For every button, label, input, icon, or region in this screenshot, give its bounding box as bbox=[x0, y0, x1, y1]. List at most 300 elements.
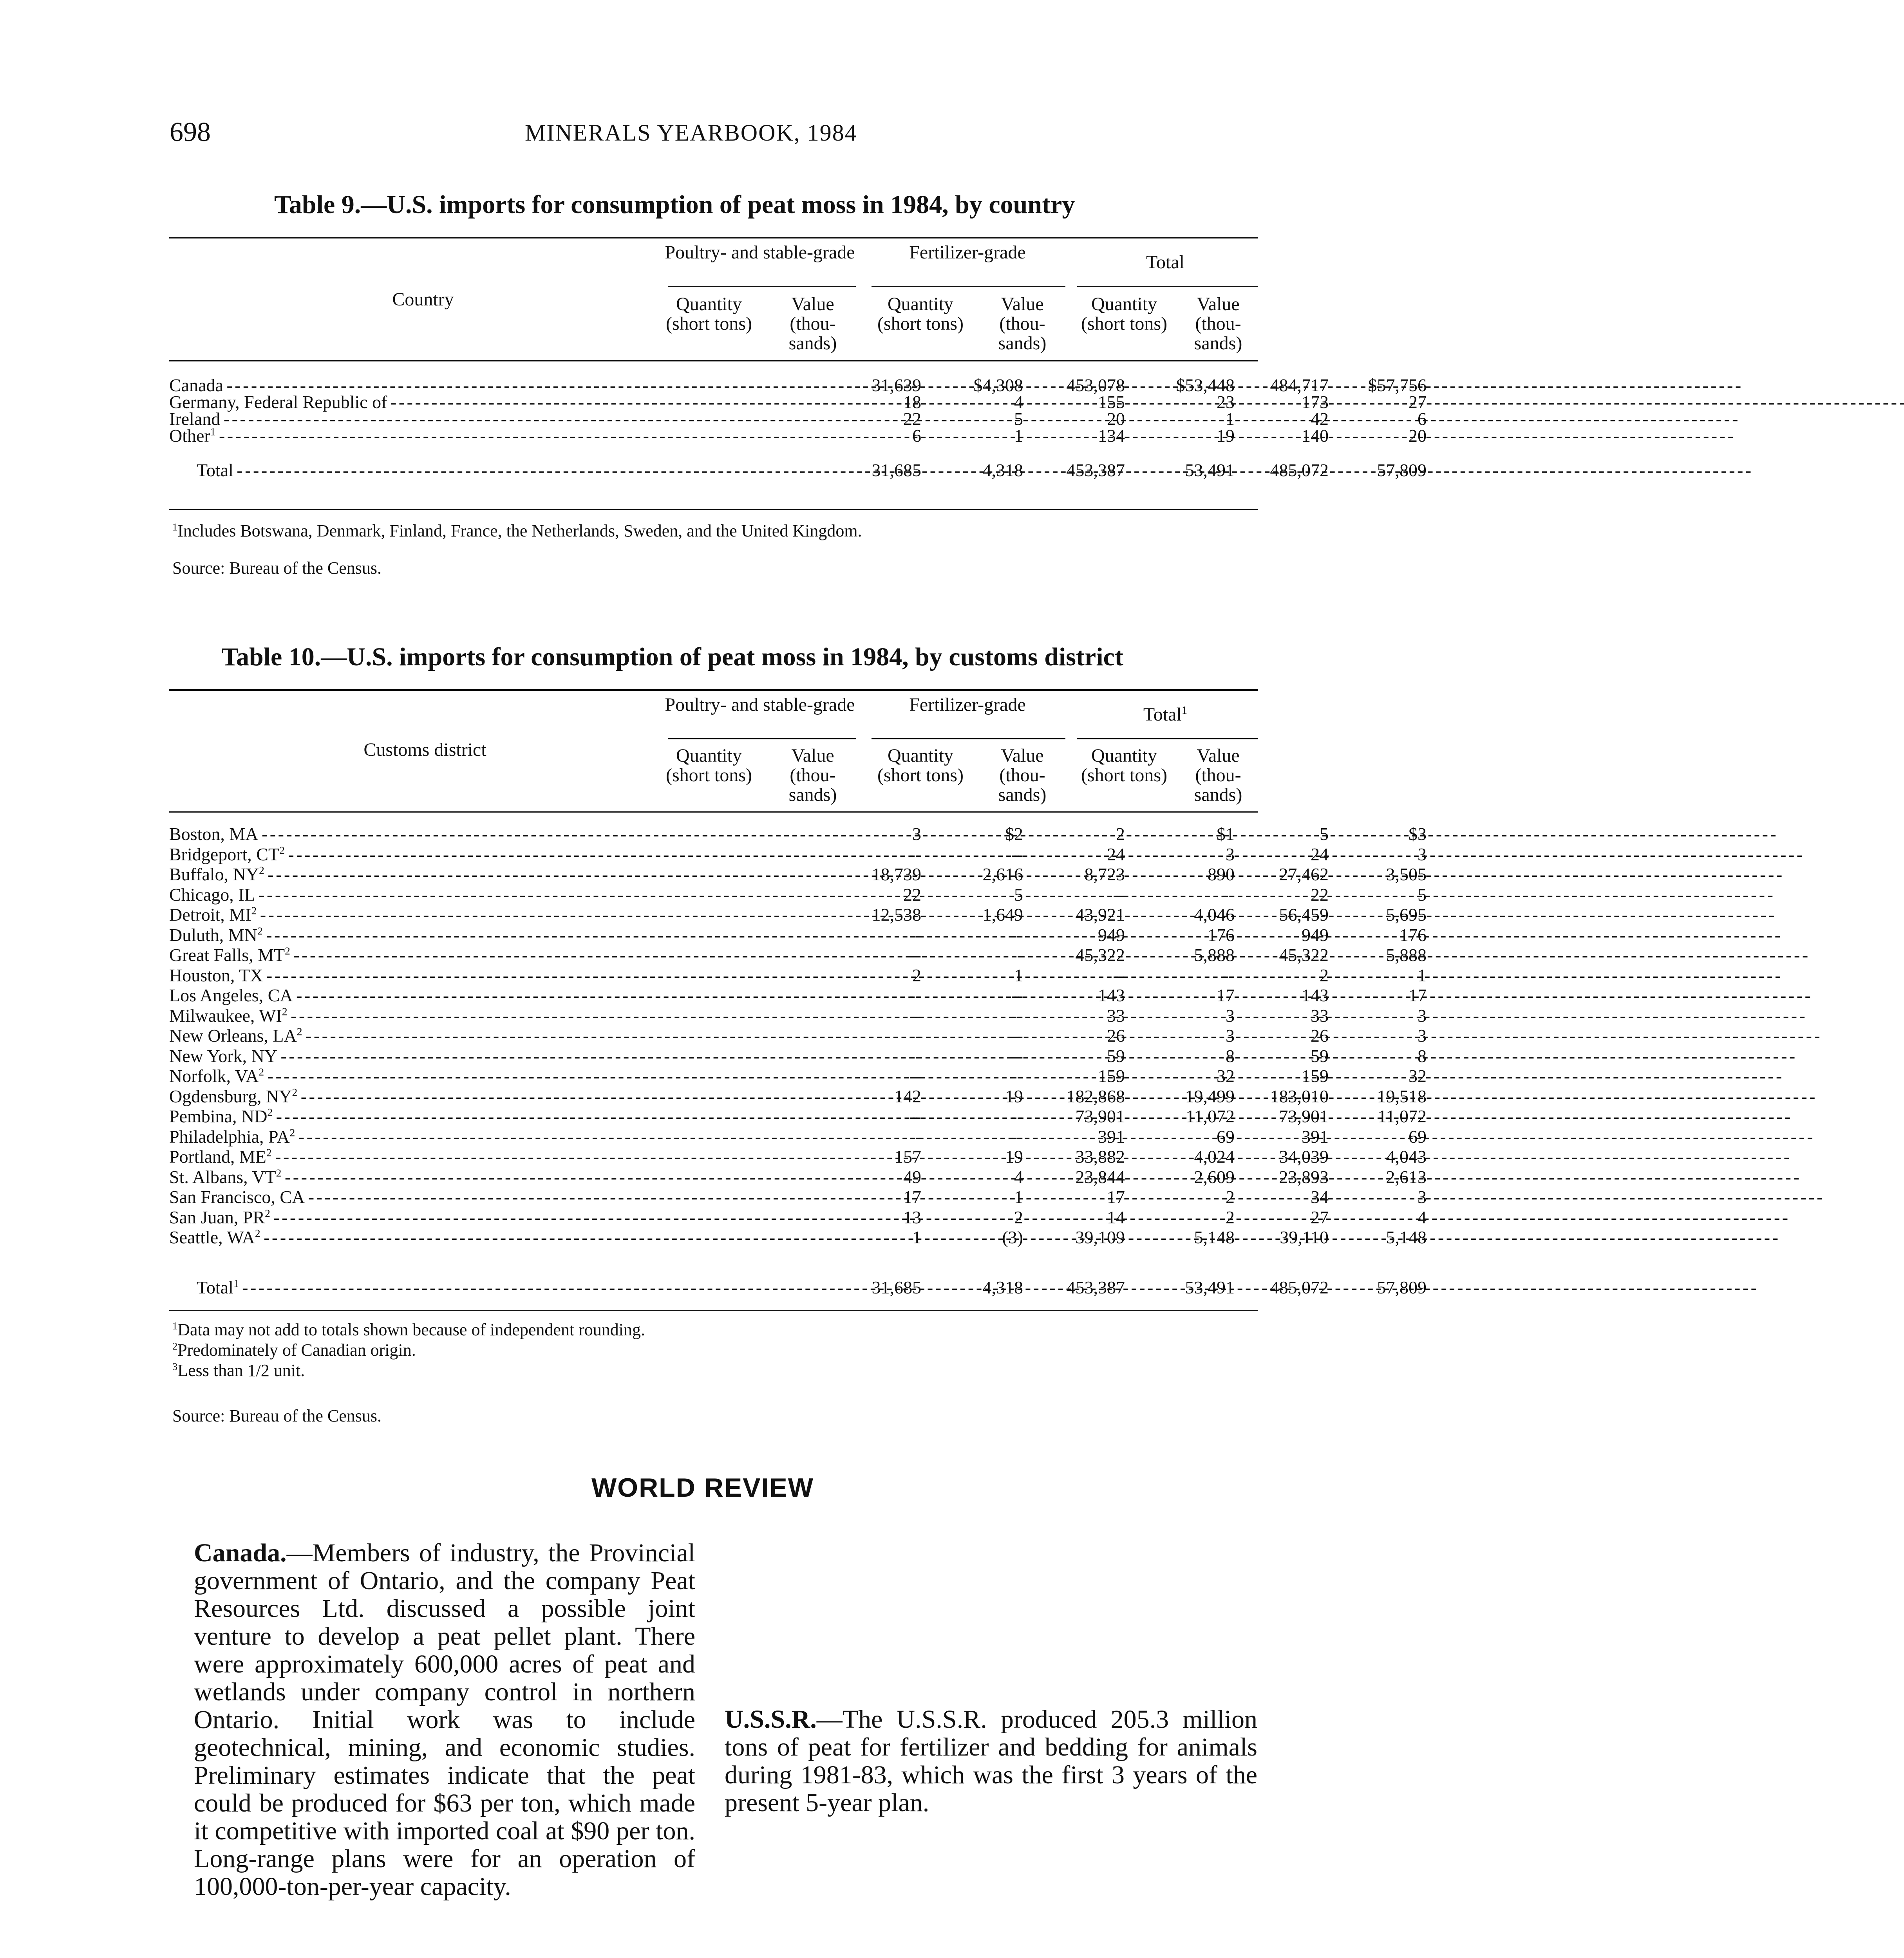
table10-row-cell-5: 391 bbox=[1302, 1126, 1329, 1147]
table10-row-cell-1: -- bbox=[909, 1046, 921, 1066]
table9-row-cell-3: 453,078 bbox=[1066, 375, 1125, 395]
table9-colhead-v1: Value (thou-sands) bbox=[788, 294, 837, 354]
table10-row-cell-5: 27,462 bbox=[1279, 864, 1329, 884]
table10-row-cell-4: 890 bbox=[1208, 864, 1235, 884]
table10-row-cell-3: 143 bbox=[1098, 985, 1125, 1005]
table10-row-cell-6: 5,148 bbox=[1386, 1227, 1427, 1247]
table10-row-label-text: Philadelphia, PA bbox=[169, 1126, 290, 1147]
table10-row bbox=[169, 884, 1427, 905]
table10-row-cell-5: 59 bbox=[1311, 1046, 1329, 1066]
table10-row-cell-5: 5 bbox=[1320, 824, 1329, 844]
table10-row bbox=[169, 1106, 1427, 1127]
table10-row-cell-4: -- bbox=[1222, 884, 1235, 905]
table9-total-row-label bbox=[169, 460, 678, 480]
table9-group-poultry: Poultry- and stable-grade bbox=[665, 242, 855, 263]
table10-row-cell-2: -- bbox=[1011, 1106, 1023, 1126]
table10-row-cell-6: 8 bbox=[1418, 1046, 1427, 1066]
table10-row-cell-2: -- bbox=[1011, 945, 1023, 965]
table10-row-label-sup: 2 bbox=[257, 925, 263, 937]
table10-row-cell-2: -- bbox=[1011, 1026, 1023, 1046]
table10-row-cell-4: 3 bbox=[1226, 844, 1235, 864]
table10-row-cell-1: -- bbox=[909, 945, 921, 965]
table10-row-cell-1: 157 bbox=[894, 1147, 921, 1167]
table10-row-cell-1: 18,739 bbox=[872, 864, 921, 884]
table10-row-cell-2: 19 bbox=[1005, 1147, 1023, 1167]
table10-top-rule bbox=[169, 689, 1258, 691]
table9-total-row bbox=[169, 460, 1427, 480]
table9-group-fertilizer: Fertilizer-grade bbox=[909, 242, 1026, 263]
table10-footnote-mark: 1 bbox=[172, 1320, 178, 1332]
table9-row-cell-3: 20 bbox=[1107, 409, 1125, 429]
table10-row bbox=[169, 864, 1427, 885]
table10-row-label bbox=[169, 1086, 651, 1107]
table10-row-cell-6: 1 bbox=[1418, 965, 1427, 985]
table9-row-cell-1: 22 bbox=[903, 409, 921, 429]
table10-footnote-text: Predominately of Canadian origin. bbox=[177, 1340, 416, 1360]
table9-row-cell-4: 19 bbox=[1217, 426, 1235, 446]
table10-total-row bbox=[169, 1277, 1427, 1298]
table10-row-label-sup: 2 bbox=[265, 1207, 270, 1219]
table10-row-cell-4: 5,148 bbox=[1194, 1227, 1235, 1247]
table10-row-cell-1: 49 bbox=[903, 1167, 921, 1187]
table10-row bbox=[169, 945, 1427, 965]
canada-paragraph bbox=[194, 1539, 695, 1900]
table9-stub-header: Country bbox=[392, 289, 454, 310]
table10-row bbox=[169, 1086, 1427, 1107]
table10-row bbox=[169, 844, 1427, 865]
table10-row-cell-6: 2,613 bbox=[1386, 1167, 1427, 1187]
table10-row-cell-4: 11,072 bbox=[1186, 1106, 1235, 1126]
table10-total-row-label-text: Total bbox=[197, 1277, 233, 1297]
table10-row-label bbox=[169, 864, 651, 885]
table10-row-label bbox=[169, 965, 651, 986]
table10-row-label-text: Buffalo, NY bbox=[169, 864, 259, 884]
table10-row-label-sup: 2 bbox=[285, 945, 290, 957]
table9-row-label-text: Other bbox=[169, 426, 210, 446]
table10-footnote bbox=[172, 1340, 416, 1360]
table10-row-cell-5: 159 bbox=[1302, 1066, 1329, 1086]
table10-row-label bbox=[169, 1187, 651, 1207]
table9-row-cell-5: 173 bbox=[1302, 392, 1329, 412]
table10-row-cell-5: 73,901 bbox=[1279, 1106, 1329, 1126]
table10-row bbox=[169, 1167, 1427, 1187]
table10-row-label-text: Detroit, MI bbox=[169, 905, 251, 925]
table10-row-cell-4: 19,499 bbox=[1185, 1086, 1235, 1106]
table10-row-cell-4: 17 bbox=[1217, 985, 1235, 1005]
table10-row-cell-3: 59 bbox=[1107, 1046, 1125, 1066]
table10-row-cell-5: 183,010 bbox=[1270, 1086, 1329, 1106]
table10-row-cell-4: 69 bbox=[1217, 1126, 1235, 1147]
table10-group-total-text: Total bbox=[1143, 704, 1182, 725]
ussr-heading: U.S.S.R. bbox=[725, 1705, 817, 1734]
table10-row-cell-1: -- bbox=[909, 1126, 921, 1147]
table10-row-cell-2: -- bbox=[1011, 1005, 1023, 1026]
table10-row-label-sup: 2 bbox=[292, 1086, 298, 1098]
table10-row-cell-1: -- bbox=[909, 844, 921, 864]
table10-row-cell-4: 32 bbox=[1217, 1066, 1235, 1086]
table10-row-cell-1: -- bbox=[909, 1066, 921, 1086]
table9-footnote-text: Includes Botswana, Denmark, Finland, France, the Netherlands, Sweden, and the United Kingdom. bbox=[177, 521, 862, 540]
table9-row-cell-4: 23 bbox=[1217, 392, 1235, 412]
table10-row-label-sup: 2 bbox=[259, 1066, 264, 1078]
table10-row-label-sup: 2 bbox=[282, 1005, 287, 1018]
table9-row-cell-3: 134 bbox=[1098, 426, 1125, 446]
table10-colhead-q2: Quantity (short tons) bbox=[877, 745, 964, 786]
table10-row-label bbox=[169, 1106, 651, 1127]
table9-row-cell-4: 1 bbox=[1226, 409, 1235, 429]
table10-row-label bbox=[169, 844, 651, 865]
table10-row-cell-1: -- bbox=[909, 925, 921, 945]
table9-header-rule bbox=[169, 360, 1258, 361]
table10-row-label bbox=[169, 985, 651, 1006]
table10-row bbox=[169, 1126, 1427, 1147]
table10-row-cell-4: 176 bbox=[1208, 925, 1235, 945]
table10-row-cell-6: 11,072 bbox=[1378, 1106, 1427, 1126]
table10-row-cell-6: 3 bbox=[1418, 844, 1427, 864]
table9-row-label-text: Germany, Federal Republic of bbox=[169, 392, 387, 412]
table10-row-cell-1: 3 bbox=[912, 824, 921, 844]
table10-colhead-v2: Value (thou-sands) bbox=[998, 745, 1047, 805]
table10-row-cell-3: 73,901 bbox=[1075, 1106, 1125, 1126]
table10-row-label bbox=[169, 1066, 651, 1086]
table10-row-cell-2: $2 bbox=[1005, 824, 1023, 844]
table10-row bbox=[169, 925, 1427, 945]
table10-row-label-text: Great Falls, MT bbox=[169, 945, 285, 965]
table10-row-cell-2: -- bbox=[1011, 1046, 1023, 1066]
table10-total-row-cell-4: 53,491 bbox=[1185, 1277, 1235, 1297]
table10-row-cell-5: 24 bbox=[1311, 844, 1329, 864]
running-title: MINERALS YEARBOOK, 1984 bbox=[525, 120, 857, 146]
table10-colhead-v3: Value (thou-sands) bbox=[1194, 745, 1242, 805]
table10-row bbox=[169, 985, 1427, 1006]
table10-row-cell-5: 39,110 bbox=[1280, 1227, 1329, 1247]
table10-row-cell-2: -- bbox=[1011, 985, 1023, 1005]
table10-row-label-text: San Francisco, CA bbox=[169, 1187, 305, 1207]
table10-row-cell-2: 19 bbox=[1005, 1086, 1023, 1106]
table10-row-cell-5: 143 bbox=[1302, 985, 1329, 1005]
table10-row-cell-3: 39,109 bbox=[1075, 1227, 1125, 1247]
table10-row-cell-4: -- bbox=[1222, 965, 1235, 985]
table10-total-row-label bbox=[169, 1277, 678, 1298]
table10-row-cell-1: -- bbox=[909, 985, 921, 1005]
table10-row-cell-2: 1,649 bbox=[982, 905, 1023, 925]
world-review-heading: WORLD REVIEW bbox=[591, 1473, 814, 1503]
table10-row-label-text: Norfolk, VA bbox=[169, 1066, 259, 1086]
table9-row-cell-5: 42 bbox=[1311, 409, 1329, 429]
table10-row-cell-6: $3 bbox=[1409, 824, 1427, 844]
table10-row-label-text: Pembina, ND bbox=[169, 1106, 268, 1126]
table10-row-cell-5: 23,893 bbox=[1279, 1167, 1329, 1187]
table10-row bbox=[169, 1066, 1427, 1086]
table10-stub-header: Customs district bbox=[363, 739, 486, 760]
table10-row-cell-2: 1 bbox=[1014, 965, 1023, 985]
table10-row-cell-3: -- bbox=[1113, 884, 1125, 905]
table10-row-label-text: Seattle, WA bbox=[169, 1227, 255, 1247]
table10-row bbox=[169, 1005, 1427, 1026]
table9-top-rule bbox=[169, 237, 1258, 238]
table9-group-rule-1 bbox=[668, 286, 856, 287]
table10-group-fertilizer: Fertilizer-grade bbox=[909, 694, 1026, 715]
table10-row-label-sup: 2 bbox=[289, 1126, 295, 1139]
table10-row-cell-1: 1 bbox=[912, 1227, 921, 1247]
table10-row-cell-6: 17 bbox=[1409, 985, 1427, 1005]
table10-row-cell-2: 1 bbox=[1014, 1187, 1023, 1207]
table10-row-cell-4: 5,888 bbox=[1194, 945, 1235, 965]
world-review-column-right bbox=[725, 1705, 1257, 1817]
table9-row-label-text: Ireland bbox=[169, 409, 221, 429]
table9-total-row-cell-6: 57,809 bbox=[1377, 460, 1427, 480]
table10-row-cell-1: 17 bbox=[903, 1187, 921, 1207]
table10-title: Table 10.—U.S. imports for consumption of peat moss in 1984, by customs district bbox=[221, 643, 1123, 671]
table10-row-cell-6: 69 bbox=[1409, 1126, 1427, 1147]
table10-row-label-text: Chicago, IL bbox=[169, 884, 255, 905]
table10-row-cell-6: 176 bbox=[1400, 925, 1427, 945]
table10-row bbox=[169, 824, 1427, 844]
table10-row-cell-3: 2 bbox=[1116, 824, 1125, 844]
page-number: 698 bbox=[170, 117, 211, 147]
table10-row-cell-1: -- bbox=[909, 1005, 921, 1026]
table10-row-label bbox=[169, 885, 651, 905]
table10-row-cell-2: -- bbox=[1011, 1126, 1023, 1147]
table9-title: Table 9.—U.S. imports for consumption of peat moss in 1984, by country bbox=[274, 190, 1075, 219]
table10-row-label-sup: 2 bbox=[279, 844, 285, 856]
table9-colhead-q2: Quantity (short tons) bbox=[877, 294, 964, 334]
table9-total-row-cell-4: 53,491 bbox=[1185, 460, 1235, 480]
table9-row-cell-2: 5 bbox=[1014, 409, 1023, 429]
table10-row-cell-6: 5,888 bbox=[1386, 945, 1427, 965]
table10-row bbox=[169, 1227, 1427, 1248]
world-review-column-left bbox=[194, 1539, 695, 1900]
table10-colhead-v1: Value (thou-sands) bbox=[788, 745, 837, 805]
table10-row-cell-2: (3) bbox=[1002, 1227, 1023, 1247]
table10-row-cell-3: 159 bbox=[1098, 1066, 1125, 1086]
ussr-paragraph bbox=[725, 1705, 1257, 1817]
table10-row-cell-3: 8,723 bbox=[1084, 864, 1125, 884]
table9-bottom-rule bbox=[169, 509, 1258, 510]
table9-group-rule-2 bbox=[872, 286, 1065, 287]
table10-row bbox=[169, 1207, 1427, 1228]
table10-row-cell-4: 4,046 bbox=[1194, 905, 1235, 925]
table10-row-cell-4: $1 bbox=[1217, 824, 1235, 844]
table9-group-total: Total bbox=[1146, 252, 1184, 273]
table10-bottom-rule bbox=[169, 1310, 1258, 1311]
table9-source: Source: Bureau of the Census. bbox=[172, 558, 382, 578]
table10-row-cell-6: 19,518 bbox=[1377, 1086, 1427, 1106]
table10-row-cell-6: 5 bbox=[1418, 884, 1427, 905]
table10-footnote bbox=[172, 1360, 305, 1380]
table10-total-row-cell-3: 453,387 bbox=[1066, 1277, 1125, 1297]
table10-row-label-text: Milwaukee, WI bbox=[169, 1005, 282, 1026]
table10-row-label-text: Bridgeport, CT bbox=[169, 844, 280, 864]
table10-row-label bbox=[169, 1006, 651, 1026]
table10-row-cell-3: 45,322 bbox=[1075, 945, 1125, 965]
table10-footnote-mark: 3 bbox=[172, 1360, 178, 1373]
table10-row-cell-2: -- bbox=[1011, 1066, 1023, 1086]
table10-row-label bbox=[169, 905, 651, 925]
table10-row-cell-5: 949 bbox=[1302, 925, 1329, 945]
table9-row-cell-5: 140 bbox=[1302, 426, 1329, 446]
table10-row-cell-5: 45,322 bbox=[1279, 945, 1329, 965]
ussr-text: —The U.S.S.R. produced 205.3 million tons of peat for fertilizer and bedding for animals during 1981-83, which was the first 3 years of the present 5-year plan. bbox=[725, 1705, 1257, 1817]
table10-row-cell-4: 4,024 bbox=[1194, 1147, 1235, 1167]
table9-group-rule-3 bbox=[1077, 286, 1258, 287]
table10-row-cell-2: 2,616 bbox=[982, 864, 1023, 884]
table10-row-cell-3: 24 bbox=[1107, 844, 1125, 864]
table10-row-label-text: Los Angeles, CA bbox=[169, 985, 293, 1005]
table10-row-label-sup: 2 bbox=[255, 1227, 260, 1239]
table10-row-cell-2: 2 bbox=[1014, 1207, 1023, 1227]
table10-row-cell-3: 14 bbox=[1107, 1207, 1125, 1227]
table10-row-label bbox=[169, 1167, 651, 1187]
table10-row-label-sup: 2 bbox=[297, 1025, 302, 1038]
table10-row-label-sup: 2 bbox=[266, 1146, 272, 1159]
table10-row-label-sup: 2 bbox=[251, 904, 257, 917]
table10-total-row-cell-2: 4,318 bbox=[982, 1277, 1023, 1297]
table10-group-total bbox=[1073, 705, 1257, 724]
table10-row-cell-6: 3 bbox=[1418, 1187, 1427, 1207]
table10-group-rule-1 bbox=[668, 738, 856, 739]
table10-row-cell-1: -- bbox=[909, 1026, 921, 1046]
table9-row-cell-2: 1 bbox=[1014, 426, 1023, 446]
table10-row-cell-3: 17 bbox=[1107, 1187, 1125, 1207]
table9-row-cell-4: $53,448 bbox=[1176, 375, 1235, 395]
table9-total-row-cell-5: 485,072 bbox=[1270, 460, 1329, 480]
table10-row-cell-4: 3 bbox=[1226, 1026, 1235, 1046]
table10-row-cell-3: -- bbox=[1113, 965, 1125, 985]
table9-row-cell-2: $4,308 bbox=[973, 375, 1023, 395]
table10-row-cell-4: 8 bbox=[1226, 1046, 1235, 1066]
table10-row-cell-3: 33,882 bbox=[1075, 1147, 1125, 1167]
table10-row bbox=[169, 1146, 1427, 1167]
table10-total-row-label-sup: 1 bbox=[233, 1277, 239, 1290]
table10-row bbox=[169, 1046, 1427, 1066]
table10-row-cell-6: 5,695 bbox=[1386, 905, 1427, 925]
table9-colhead-v2: Value (thou-sands) bbox=[998, 294, 1047, 354]
table10-total-row-cell-5: 485,072 bbox=[1270, 1277, 1329, 1297]
table10-row-cell-5: 2 bbox=[1320, 965, 1329, 985]
table10-group-total-sup: 1 bbox=[1181, 704, 1188, 717]
table10-row-cell-6: 3,505 bbox=[1386, 864, 1427, 884]
table10-row-label bbox=[169, 1207, 651, 1228]
table10-row-cell-1: 22 bbox=[903, 884, 921, 905]
table10-row-cell-3: 23,844 bbox=[1075, 1167, 1125, 1187]
table10-row-label-text: New York, NY bbox=[169, 1046, 278, 1066]
table9-total-row-cell-1: 31,685 bbox=[872, 460, 921, 480]
table10-row-cell-3: 33 bbox=[1107, 1005, 1125, 1026]
table10-row-label-text: Ogdensburg, NY bbox=[169, 1086, 292, 1106]
table10-footnote bbox=[172, 1320, 645, 1340]
table9-row-cell-5: 484,717 bbox=[1270, 375, 1329, 395]
table10-row-cell-3: 391 bbox=[1098, 1126, 1125, 1147]
table10-row-label bbox=[169, 824, 651, 844]
table10-row-label bbox=[169, 1046, 651, 1066]
table10-row bbox=[169, 904, 1427, 925]
table10-footnote-mark: 2 bbox=[172, 1340, 178, 1352]
table10-row-cell-1: -- bbox=[909, 1106, 921, 1126]
table10-row-cell-4: 2 bbox=[1226, 1207, 1235, 1227]
table9-row-cell-6: $57,756 bbox=[1368, 375, 1427, 395]
table9-colhead-q3: Quantity (short tons) bbox=[1081, 294, 1167, 334]
table9-row-cell-6: 27 bbox=[1409, 392, 1427, 412]
table9-total-row-label-text: Total bbox=[197, 460, 233, 480]
table10-row-cell-6: 4,043 bbox=[1386, 1147, 1427, 1167]
table10-colhead-q3: Quantity (short tons) bbox=[1081, 745, 1167, 786]
table9-row bbox=[169, 425, 1427, 446]
table9-row-cell-6: 6 bbox=[1418, 409, 1427, 429]
table10-row-label-sup: 2 bbox=[267, 1106, 273, 1118]
table9-row-label bbox=[169, 426, 651, 446]
table10-row-label bbox=[169, 1127, 651, 1147]
table9-row-cell-3: 155 bbox=[1098, 392, 1125, 412]
table10-row-cell-2: -- bbox=[1011, 925, 1023, 945]
table9-row-cell-6: 20 bbox=[1409, 426, 1427, 446]
table10-header-rule bbox=[169, 811, 1258, 813]
table10-group-rule-3 bbox=[1077, 738, 1258, 739]
table10-row-cell-3: 26 bbox=[1107, 1026, 1125, 1046]
table10-row-cell-6: 3 bbox=[1418, 1026, 1427, 1046]
table9-row-label-text: Canada bbox=[169, 375, 223, 395]
table9-total-row-cell-3: 453,387 bbox=[1066, 460, 1125, 480]
canada-text: —Members of industry, the Provincial government of Ontario, and the company Peat Resources Ltd. discussed a possible joint venture to develop a peat pellet plant. There were approximately 600,000 acres of peat and wetlands under company control in northern Ontario. Initial work was to include geotechnical, mining, and economic studies. Preliminary estimates indicate that the peat could be produced for $63 per ton, which made it competitive with imported coal at $90 per ton. Long-range plans were for an operation of 100,000-ton-per-year capacity. bbox=[194, 1539, 695, 1901]
table10-row-label-text: Duluth, MN bbox=[169, 925, 257, 945]
table10-row bbox=[169, 965, 1427, 986]
table10-row-cell-5: 27 bbox=[1311, 1207, 1329, 1227]
table10-row-cell-6: 4 bbox=[1418, 1207, 1427, 1227]
table10-row-cell-5: 34,039 bbox=[1279, 1147, 1329, 1167]
table10-row-label bbox=[169, 925, 651, 945]
table10-row-cell-5: 34 bbox=[1311, 1187, 1329, 1207]
table10-source: Source: Bureau of the Census. bbox=[172, 1406, 382, 1425]
table10-row-cell-4: 2 bbox=[1226, 1187, 1235, 1207]
table10-row-cell-4: 3 bbox=[1226, 1005, 1235, 1026]
table10-row-label-text: Houston, TX bbox=[169, 965, 263, 985]
table10-row-label bbox=[169, 1026, 651, 1046]
canada-heading: Canada. bbox=[194, 1539, 287, 1567]
table10-row-cell-6: 32 bbox=[1409, 1066, 1427, 1086]
table10-row-cell-1: 13 bbox=[903, 1207, 921, 1227]
table10-row-cell-5: 26 bbox=[1311, 1026, 1329, 1046]
table9-colhead-q1: Quantity (short tons) bbox=[666, 294, 752, 334]
table10-group-poultry: Poultry- and stable-grade bbox=[665, 694, 855, 715]
table9-row-cell-2: 4 bbox=[1014, 392, 1023, 412]
table10-row-cell-2: 4 bbox=[1014, 1167, 1023, 1187]
table10-row-cell-5: 22 bbox=[1311, 884, 1329, 905]
table10-group-rule-2 bbox=[872, 738, 1065, 739]
table10-row-label bbox=[169, 1147, 651, 1167]
table10-row-label-text: St. Albans, VT bbox=[169, 1167, 276, 1187]
table10-row-cell-4: 2,609 bbox=[1194, 1167, 1235, 1187]
table10-row bbox=[169, 1025, 1427, 1046]
table10-row-label-text: New Orleans, LA bbox=[169, 1026, 297, 1046]
table10-row-cell-1: 2 bbox=[912, 965, 921, 985]
table10-row-label-sup: 2 bbox=[259, 864, 264, 876]
table10-row-label bbox=[169, 1227, 651, 1248]
table10-total-row-cell-6: 57,809 bbox=[1377, 1277, 1427, 1297]
table10-colhead-q1: Quantity (short tons) bbox=[666, 745, 752, 786]
table10-row-label-text: San Juan, PR bbox=[169, 1207, 265, 1227]
table9-row-cell-1: 6 bbox=[912, 426, 921, 446]
table10-row-cell-1: 142 bbox=[894, 1086, 921, 1106]
table9-footnote: $^1$Includes Botswana, Denmark, Finland, France, the Netherlands, Sweden, and the United Kingdom. bbox=[172, 521, 862, 540]
table10-footnote-text: Less than 1/2 unit. bbox=[177, 1361, 305, 1380]
table9-row-cell-1: 31,639 bbox=[872, 375, 921, 395]
table10-row-cell-3: 43,921 bbox=[1075, 905, 1125, 925]
table10-row-cell-1: 12,538 bbox=[872, 905, 921, 925]
table10-row-cell-5: 56,459 bbox=[1279, 905, 1329, 925]
table10-row-label bbox=[169, 945, 651, 965]
table9-total-row-cell-2: 4,318 bbox=[982, 460, 1023, 480]
table10-row-cell-2: -- bbox=[1011, 844, 1023, 864]
